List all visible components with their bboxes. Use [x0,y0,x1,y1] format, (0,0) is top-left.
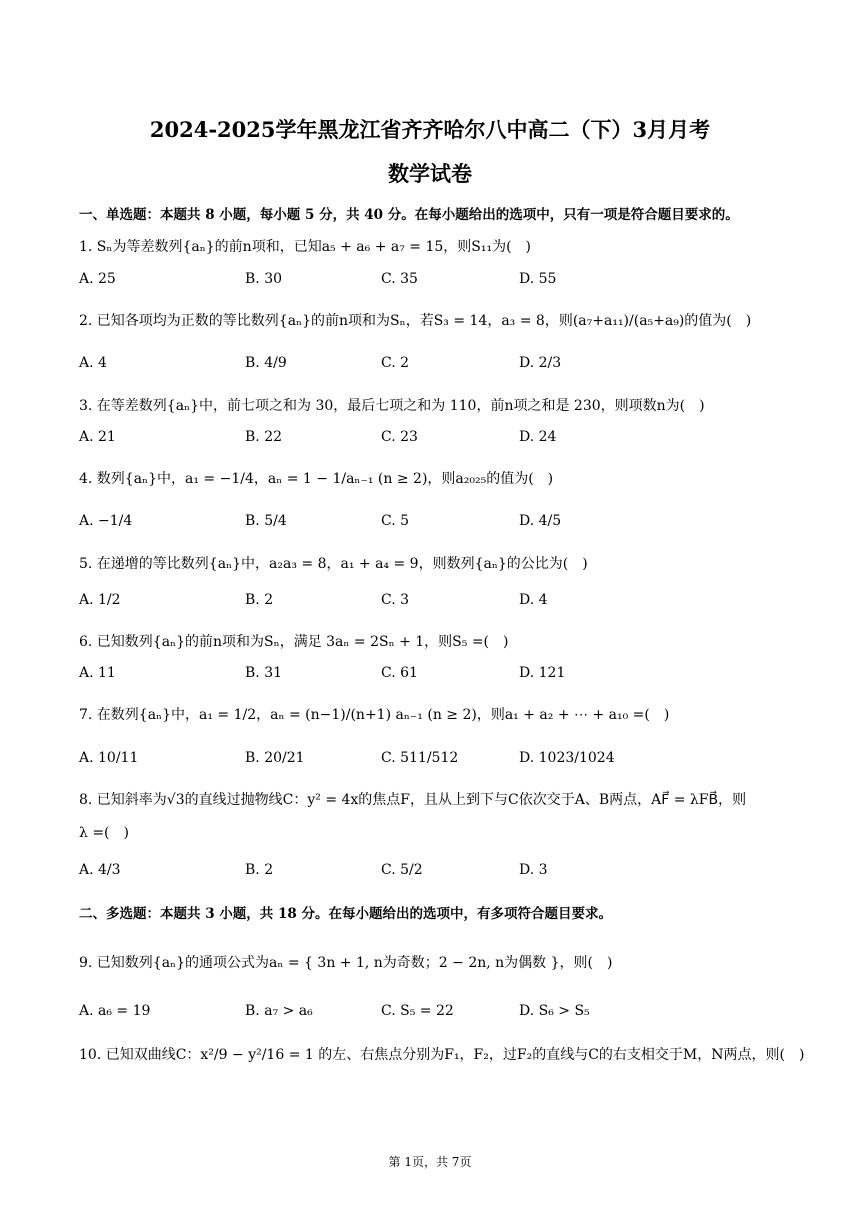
question-1-option-d[interactable]: D. 55 [519,271,557,287]
question-7-option-a[interactable]: A. 10/11 [79,750,139,766]
question-5-option-b[interactable]: B. 2 [245,592,274,608]
question-4-option-c[interactable]: C. 5 [381,513,410,529]
exam-subtitle: 数学试卷 [388,161,472,186]
question-4-option-a[interactable]: A. −1/4 [79,513,133,529]
question-9-option-c[interactable]: C. S₅ = 22 [381,1003,454,1019]
section-heading-multiple-choice: 二、多选题：本题共 3 小题，共 18 分。在每小题给出的选项中，有多项符合题目要求。 [79,906,612,922]
question-6-option-d[interactable]: D. 121 [519,665,566,681]
question-4-option-d[interactable]: D. 4/5 [519,513,562,529]
question-8-stem: 8. 已知斜率为√3的直线过抛物线C：y² = 4x的焦点F，且从上到下与C依次交于A、B两点，AF⃗ = λFB⃗，则 [79,792,747,808]
question-10-stem: 10. 已知双曲线C：x²/9 − y²/16 = 1 的左、右焦点分别为F₁，F₂，过F₂的直线与C的右支相交于M，N两点，则( ) [79,1047,805,1063]
question-2-option-b[interactable]: B. 4/9 [245,355,287,371]
question-5-option-d[interactable]: D. 4 [519,592,548,608]
question-8-option-b[interactable]: B. 2 [245,862,274,878]
question-9-option-b[interactable]: B. a₇ > a₆ [245,1003,313,1019]
question-2-option-d[interactable]: D. 2/3 [519,355,562,371]
question-3-option-d[interactable]: D. 24 [519,429,557,445]
question-2-stem: 2. 已知各项均为正数的等比数列{aₙ}的前n项和为Sₙ，若S₃ = 14，a₃ = 8，则(a₇+a₁₁)/(a₅+a₉)的值为( ) [79,313,752,329]
page-footer: 第 1页，共 7页 [388,1155,472,1169]
question-1-stem: 1. Sₙ为等差数列{aₙ}的前n项和，已知a₅ + a₆ + a₇ = 15，则S₁₁为( ) [79,239,532,255]
question-6-option-c[interactable]: C. 61 [381,665,418,681]
question-6-stem: 6. 已知数列{aₙ}的前n项和为Sₙ，满足 3aₙ = 2Sₙ + 1，则S₅ =( ) [79,634,509,650]
question-4-stem: 4. 数列{aₙ}中，a₁ = −1/4，aₙ = 1 − 1/aₙ₋₁ (n ≥ 2)，则a₂₀₂₅的值为( ) [79,471,554,487]
question-7-option-b[interactable]: B. 20/21 [245,750,305,766]
question-1-option-a[interactable]: A. 25 [79,271,116,287]
question-9-option-a[interactable]: A. a₆ = 19 [79,1003,151,1019]
question-9-stem: 9. 已知数列{aₙ}的通项公式为aₙ = { 3n + 1, n为奇数；2 − 2n, n为偶数 }，则( ) [79,955,613,971]
question-1-option-b[interactable]: B. 30 [245,271,283,287]
question-8-option-a[interactable]: A. 4/3 [79,862,121,878]
question-8-option-c[interactable]: C. 5/2 [381,862,423,878]
question-7-option-d[interactable]: D. 1023/1024 [519,750,615,766]
question-3-option-c[interactable]: C. 23 [381,429,418,445]
question-3-stem: 3. 在等差数列{aₙ}中，前七项之和为 30，最后七项之和为 110，前n项之和是 230，则项数n为( ) [79,398,705,414]
question-5-option-a[interactable]: A. 1/2 [79,592,121,608]
question-7-option-c[interactable]: C. 511/512 [381,750,459,766]
question-8-stem-continued: λ =( ) [79,825,129,841]
question-5-stem: 5. 在递增的等比数列{aₙ}中，a₂a₃ = 8，a₁ + a₄ = 9，则数列{aₙ}的公比为( ) [79,556,588,572]
exam-title: 2024-2025学年黑龙江省齐齐哈尔八中高二（下）3月月考 [149,117,711,142]
question-4-option-b[interactable]: B. 5/4 [245,513,287,529]
question-9-option-d[interactable]: D. S₆ > S₅ [519,1003,590,1019]
question-8-option-d[interactable]: D. 3 [519,862,548,878]
question-2-option-c[interactable]: C. 2 [381,355,410,371]
question-3-option-a[interactable]: A. 21 [79,429,116,445]
question-2-option-a[interactable]: A. 4 [79,355,107,371]
question-6-option-a[interactable]: A. 11 [79,665,116,681]
question-5-option-c[interactable]: C. 3 [381,592,410,608]
question-7-stem: 7. 在数列{aₙ}中，a₁ = 1/2，aₙ = (n−1)/(n+1) aₙ₋₁ (n ≥ 2)，则a₁ + a₂ + ⋯ + a₁₀ =( ) [79,707,670,723]
section-heading-single-choice: 一、单选题：本题共 8 小题，每小题 5 分，共 40 分。在每小题给出的选项中，只有一项是符合题目要求的。 [79,207,739,223]
question-6-option-b[interactable]: B. 31 [245,665,283,681]
question-1-option-c[interactable]: C. 35 [381,271,418,287]
question-3-option-b[interactable]: B. 22 [245,429,283,445]
